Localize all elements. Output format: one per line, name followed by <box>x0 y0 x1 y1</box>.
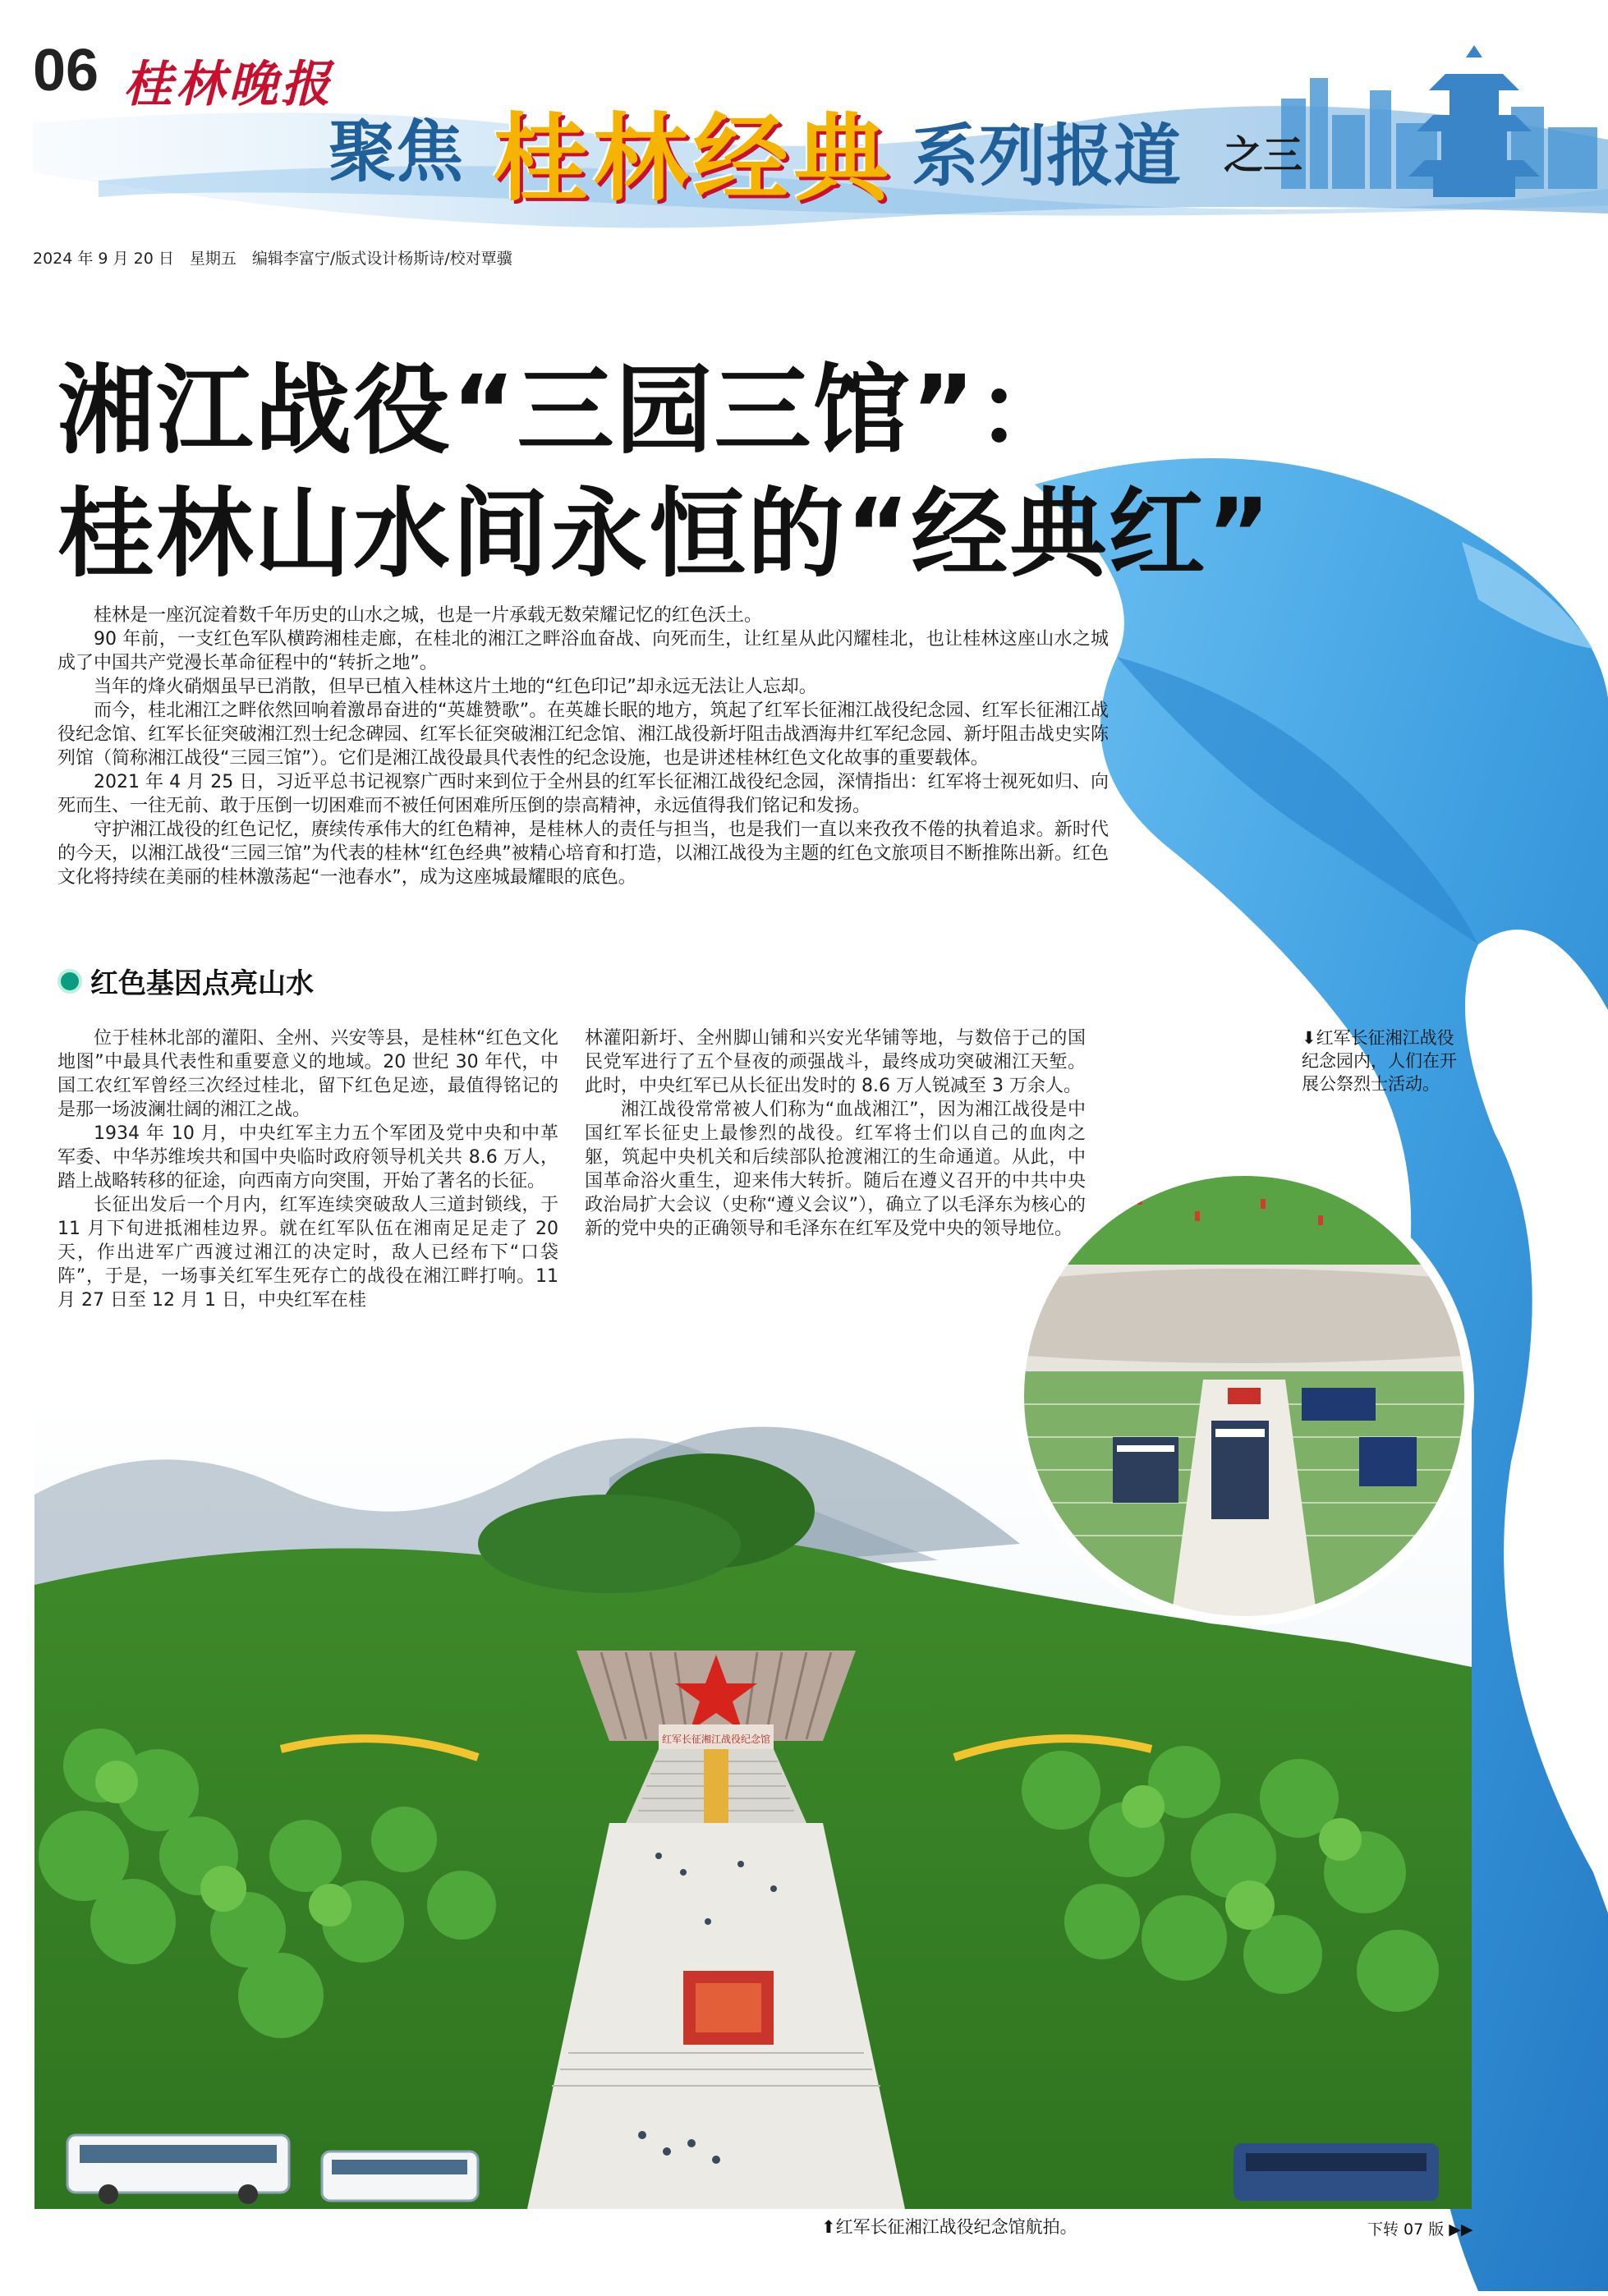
newspaper-name: 桂林晚报 <box>123 56 333 113</box>
intro-text <box>57 604 1109 889</box>
section-heading <box>57 961 314 1001</box>
bus-icon <box>322 2151 478 2201</box>
body-paragraph: 湘江战役常常被人们称为“血战湘江”，因为湘江战役是中国红军长征史上最惨烈的战役。红军将士们以自己的血肉之躯，筑起中央机关和后续部队抢渡湘江的生命通道。从此，中国革命浴火重生，迎来伟大转折。随后在遵义召开的中共中央政治局扩大会议（史称“遵义会议”），确立了以毛泽东为核心的新的党中央的正确领导和毛泽东在红军及党中央的领导地位。 <box>585 1100 1086 1239</box>
bus-icon <box>67 2135 289 2204</box>
series-part: 之三 <box>1224 132 1303 178</box>
headline-line-2: 桂林山水间永恒的“经典红” <box>57 477 1273 590</box>
main-photo-caption: ⬆红军长征湘江战役纪念馆航拍。 <box>821 2217 1077 2237</box>
series-report: 系列报道 <box>912 117 1182 195</box>
intro-paragraph: 守护湘江战役的红色记忆，赓续传承伟大的红色精神，是桂林人的责任与担当，也是我们一直以来孜孜不倦的执着追求。新时代的今天，以湘江战役“三园三馆”为代表的桂林“红色经典”被精心培育和打造，以湘江战役为主题的红色文旅项目不断推陈出新。红色文化将持续在美丽的桂林激荡起“一池春水”，成为这座城最耀眼的底色。 <box>57 820 1109 888</box>
circle-photo-caption: ⬇红军长征湘江战役纪念园内，人们在开展公祭烈士活动。 <box>1302 1028 1457 1094</box>
body-column-1 <box>57 1026 558 1312</box>
body-paragraph: 长征出发后一个月内，红军连续突破敌人三道封锁线，于 11 月下旬进抵湘桂边界。就在红军队伍在湘南足足走了 20 天，作出进军广西渡过湘江的决定时，敌人已经布下“口袋阵”，于是，一场事关红军生死存亡的战役在湘江畔打响。11 月 27 日至 12 月 1 日，中央红军在桂 <box>57 1195 558 1311</box>
intro-paragraph: 当年的烽火硝烟虽早已消散，但早已植入桂林这片土地的“红色印记”却永远无法让人忘却。 <box>94 677 817 697</box>
section-dot-icon <box>57 969 82 994</box>
series-classic: 桂林经典 <box>493 103 894 214</box>
pagoda-icon <box>1408 45 1540 197</box>
hall-sign-text: 红军长征湘江战役纪念馆 <box>661 1733 771 1745</box>
body-paragraph: 1934 年 10 月，中央红军主力五个军团及党中央和中革军委、中华苏维埃共和国中央临时政府领导机关共 8.6 万人，踏上战略转移的征途，向西南方向突围，开始了著名的长征。 <box>57 1123 558 1192</box>
page-number: 06 <box>33 38 99 103</box>
intro-paragraph: 90 年前，一支红色军队横跨湘桂走廊，在桂北的湘江之畔浴血奋战、向死而生，让红星从此闪耀桂北，也让桂林这座山水之城成了中国共产党漫长革命征程中的“转折之地”。 <box>57 629 1109 673</box>
masthead <box>0 0 1608 246</box>
intro-paragraph: 而今，桂北湘江之畔依然回响着激昂奋进的“英雄赞歌”。在英雄长眠的地方，筑起了红军长征湘江战役纪念园、红军长征湘江战役纪念馆、红军长征突破湘江烈士纪念碑园、红军长征突破湘江纪念馆、湘江战役新圩阻击战酒海井红军纪念园、新圩阻击战史实陈列馆（简称湘江战役“三园三馆”）。它们是湘江战役最具代表性的纪念设施，也是讲述桂林红色文化故事的重要载体。 <box>57 700 1109 769</box>
headline-line-1: 湘江战役“三园三馆”： <box>57 354 1076 467</box>
intro-paragraph: 2021 年 4 月 25 日，习近平总书记视察广西时来到位于全州县的红军长征湘江战役纪念园，深情指出：红军将士视死如归、向死而生、一往无前、敢于压倒一切困难而不被任何困难所压倒的崇高精神，永远值得我们铭记和发扬。 <box>57 772 1109 816</box>
bus-icon <box>1234 2143 1439 2201</box>
body-paragraph: 林灌阳新圩、全州脚山铺和兴安光华铺等地，与数倍于己的国民党军进行了五个昼夜的顽强战斗，最终成功突破湘江天堑。此时，中央红军已从长征出发时的 8.6 万人锐减至 3 万余人。 <box>585 1028 1086 1096</box>
dateline: 2024 年 9 月 20 日 星期五 编辑李富宁/版式设计杨斯诗/校对覃骥 <box>33 250 512 268</box>
intro-paragraph: 桂林是一座沉淀着数千年历史的山水之城，也是一片承载无数荣耀记忆的红色沃土。 <box>94 605 763 626</box>
series-focus: 聚焦 <box>328 113 464 191</box>
ceremony-circle-photo <box>1014 1166 1474 1626</box>
body-column-2 <box>585 1026 1086 1241</box>
section-title: 红色基因点亮山水 <box>90 967 314 1000</box>
body-paragraph: 位于桂林北部的灌阳、全州、兴安等县，是桂林“红色文化地图”中最具代表性和重要意义的地域。20 世纪 30 年代，中国工农红军曾经三次经过桂北，留下红色足迹，最值得铭记的是那一场波澜壮阔的湘江之战。 <box>57 1028 558 1120</box>
continued-on-page: 下转 07 版 ▶▶ <box>1367 2220 1473 2239</box>
